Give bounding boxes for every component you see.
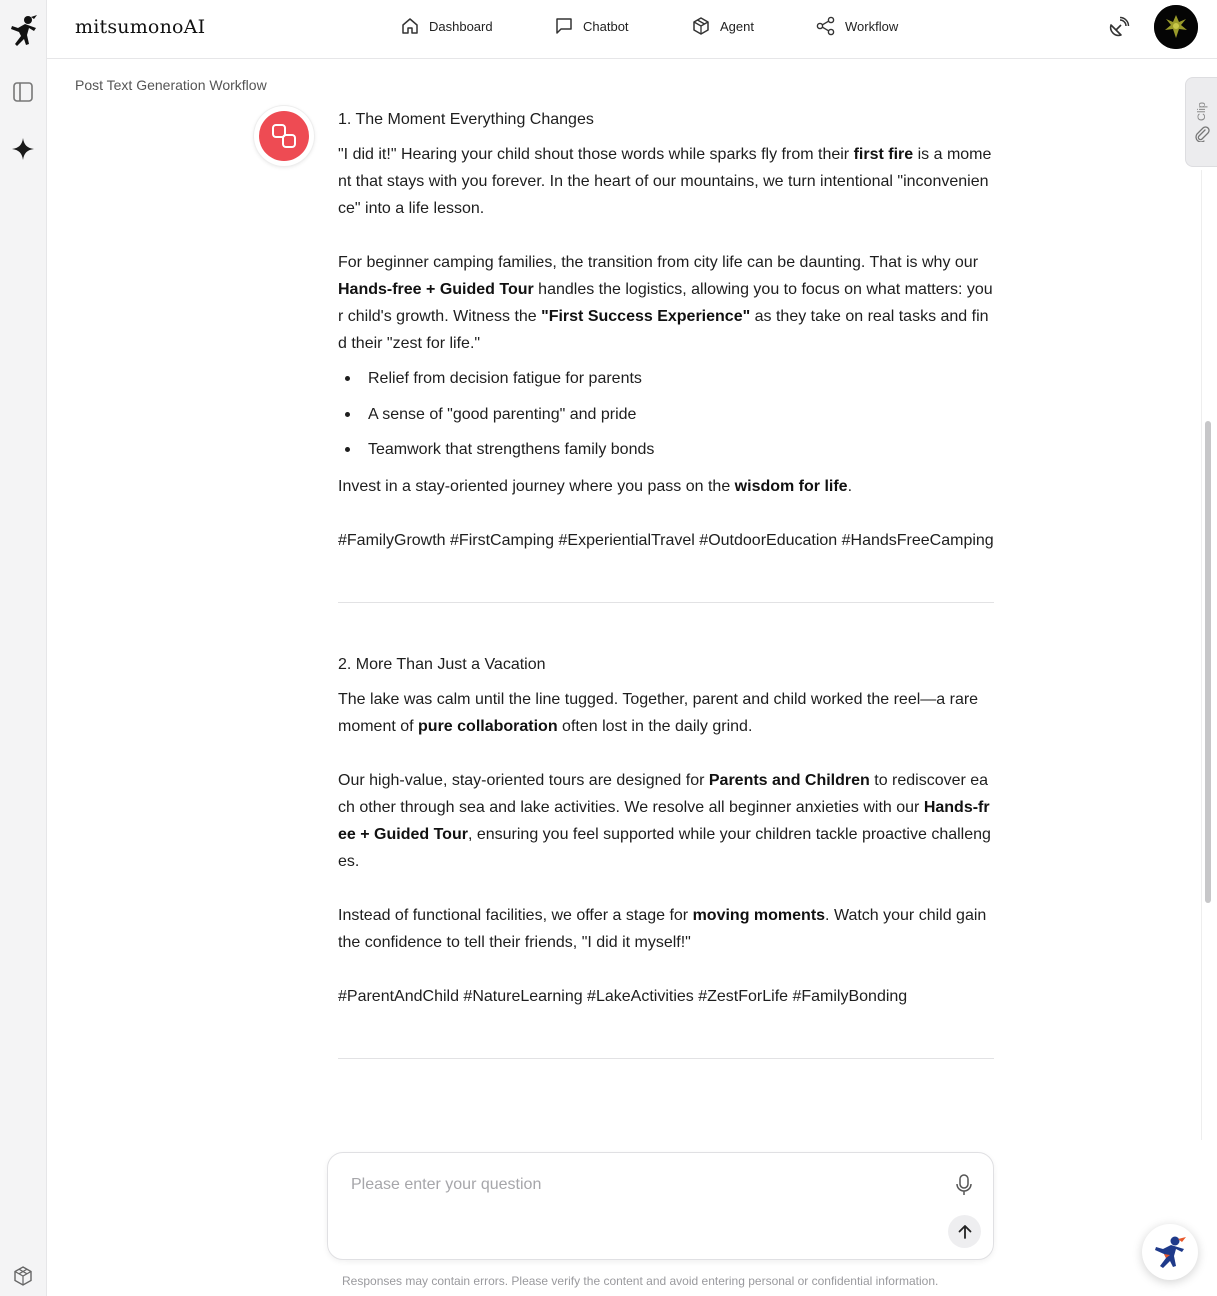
post-1-paragraph-3: Invest in a stay-oriented journey where you pass on the wisdom for life. bbox=[338, 478, 853, 495]
paperclip-icon bbox=[1194, 126, 1210, 142]
chat-icon bbox=[554, 16, 574, 36]
post-1-bullet-list bbox=[338, 365, 994, 463]
home-icon bbox=[400, 16, 420, 36]
brand-name[interactable]: mitsumonoAI bbox=[75, 16, 206, 38]
send-button[interactable] bbox=[948, 1215, 981, 1248]
nav-chatbot[interactable] bbox=[554, 16, 629, 36]
nav-dashboard[interactable] bbox=[400, 16, 493, 36]
disclaimer-text: Responses may contain errors. Please verify the content and avoid entering personal or confidential information. bbox=[342, 1274, 939, 1288]
nav-chatbot-label: Chatbot bbox=[583, 18, 629, 34]
bot-avatar bbox=[254, 106, 314, 166]
nav-dashboard-label: Dashboard bbox=[429, 18, 493, 34]
sparkle-icon[interactable] bbox=[10, 136, 36, 162]
post-1-heading: 1. The Moment Everything Changes bbox=[338, 111, 594, 128]
post-2-paragraph-3: Instead of functional facilities, we offer a stage for moving moments. Watch your child gain the confidence to tell their friends, "I did it myself!" bbox=[338, 907, 987, 951]
share-nodes-icon bbox=[816, 16, 836, 36]
list-item: Relief from decision fatigue for parents bbox=[338, 365, 994, 392]
page-title: Post Text Generation Workflow bbox=[75, 77, 267, 93]
cube-icon[interactable] bbox=[10, 1263, 36, 1289]
question-input-box[interactable] bbox=[327, 1152, 994, 1260]
clip-tab[interactable] bbox=[1185, 77, 1217, 167]
list-item: A sense of "good parenting" and pride bbox=[338, 401, 994, 428]
ninja-mascot-icon bbox=[1151, 1233, 1189, 1271]
list-item: Teamwork that strengthens family bonds bbox=[338, 436, 994, 463]
top-bar bbox=[47, 0, 1217, 59]
divider bbox=[338, 1058, 994, 1059]
nav-workflow-label: Workflow bbox=[845, 18, 899, 34]
nav-agent[interactable] bbox=[691, 16, 754, 36]
workflow-node-icon bbox=[259, 111, 309, 161]
post-2-heading: 2. More Than Just a Vacation bbox=[338, 656, 546, 673]
post-2-paragraph-2: Our high-value, stay-oriented tours are designed for Parents and Children to rediscover each other through sea and lake activities. We resolve all beginner anxieties with our Hands-free + Guided Tour, ensuring you feel supported while your children tackle proactive challenges. bbox=[338, 772, 991, 870]
satellite-dish-icon[interactable] bbox=[1105, 15, 1131, 41]
post-1-hashtags: #FamilyGrowth #FirstCamping #ExperientialTravel #OutdoorEducation #HandsFreeCamping bbox=[338, 532, 994, 549]
ninja-assistant-button[interactable] bbox=[1142, 1224, 1198, 1280]
nav-workflow[interactable] bbox=[816, 16, 898, 36]
ninja-logo-icon[interactable] bbox=[6, 14, 40, 50]
question-input[interactable]: Please enter your question bbox=[351, 1176, 542, 1193]
user-avatar[interactable] bbox=[1154, 5, 1198, 49]
sidebar-toggle-icon[interactable] bbox=[10, 79, 36, 105]
post-1-paragraph-1: "I did it!" Hearing your child shout those words while sparks fly from their first fire is a moment that stays with you forever. In the heart of our mountains, we turn intentional "inconvenience" into a life lesson. bbox=[338, 146, 992, 217]
nav-agent-label: Agent bbox=[720, 18, 754, 34]
scrollbar-thumb[interactable] bbox=[1205, 421, 1211, 903]
message-content bbox=[338, 106, 994, 1059]
box-icon bbox=[691, 16, 711, 36]
clip-label: Clip bbox=[1195, 101, 1208, 121]
post-1-paragraph-2: For beginner camping families, the transition from city life can be daunting. That is why our Hands-free + Guided Tour handles the logistics, allowing you to focus on what matters: your child's growth. Witness the "First Success Experience" as they take on real tasks and find their "zest for life." bbox=[338, 254, 993, 352]
microphone-icon[interactable] bbox=[952, 1172, 976, 1198]
left-rail bbox=[0, 0, 47, 1296]
post-2-hashtags: #ParentAndChild #NatureLearning #LakeActivities #ZestForLife #FamilyBonding bbox=[338, 988, 908, 1005]
arrow-up-icon bbox=[956, 1223, 974, 1241]
post-2-paragraph-1: The lake was calm until the line tugged. Together, parent and child worked the reel—a rare moment of pure collaboration often lost in the daily grind. bbox=[338, 691, 979, 735]
